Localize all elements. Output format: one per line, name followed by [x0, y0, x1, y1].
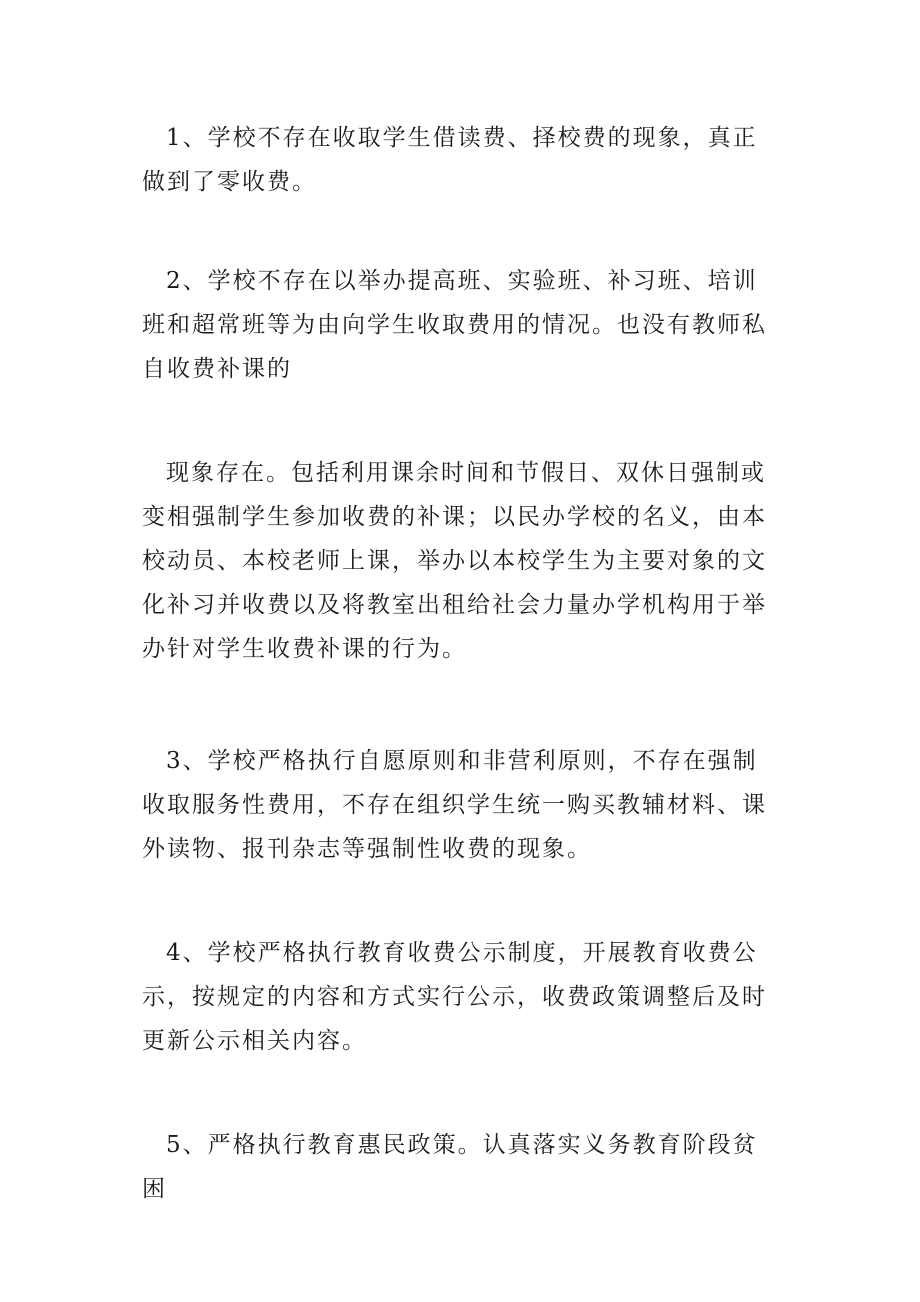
paragraph-item-2-continued: 现象存在。包括利用课余时间和节假日、双休日强制或变相强制学生参加收费的补课；以民办学校的名义，由本校动员、本校老师上课，举办以本校学生为主要对象的文化补习并收费以及将教室出租给社会力量办学机构用于举办针对学生收费补课的行为。 [142, 460, 767, 662]
paragraph-item-1: 1、学校不存在收取学生借读费、择校费的现象，真正做到了零收费。 [142, 125, 758, 195]
paragraph-item-3: 3、学校严格执行自愿原则和非营利原则，不存在强制收取服务性费用，不存在组织学生统一购买教辅材料、课外读物、报刊杂志等强制性收费的现象。 [142, 748, 767, 862]
paragraph-item-2: 2、学校不存在以举办提高班、实验班、补习班、培训班和超常班等为由向学生收取费用的情况。也没有教师私自收费补课的 [142, 268, 767, 382]
paragraph-item-4: 4、学校严格执行教育收费公示制度，开展教育收费公示，按规定的内容和方式实行公示，收费政策调整后及时更新公示相关内容。 [142, 940, 767, 1054]
paragraph-item-5: 5、严格执行教育惠民政策。认真落实义务教育阶段贫困 [142, 1132, 758, 1202]
